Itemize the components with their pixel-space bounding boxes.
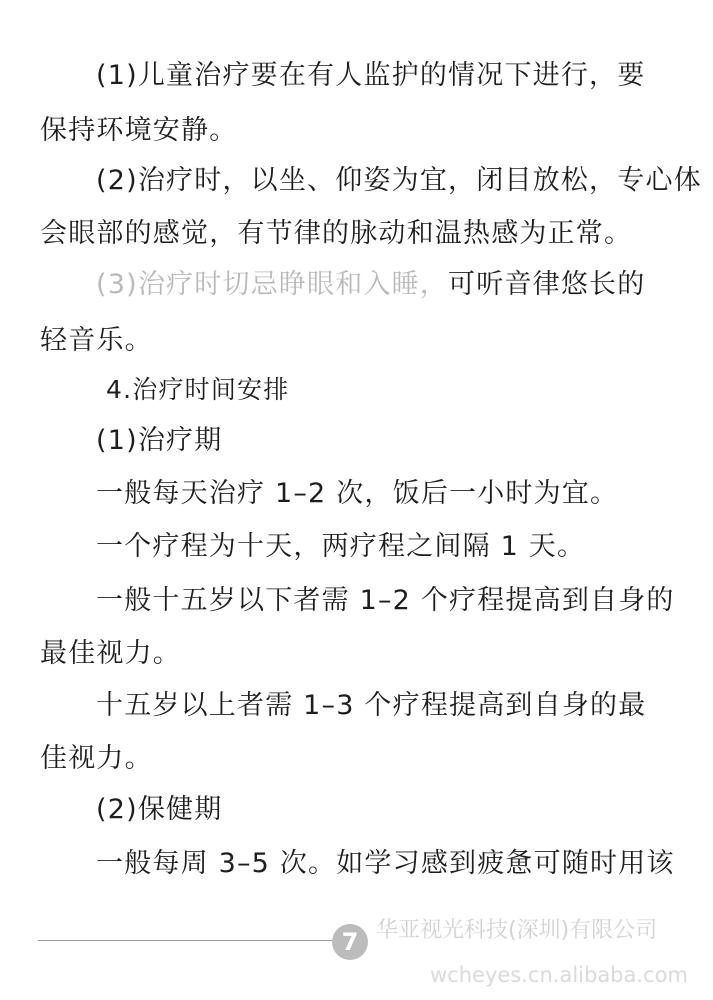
text-line: 最佳视力。 [40,638,181,669]
text-line: (1)儿童治疗要在有人监护的情况下进行，要 [96,60,646,91]
section-heading: 4.治疗时间安排 [106,375,290,404]
watermark-url: wcheyes.cn.alibaba.com [430,963,688,987]
text-line: 一般十五岁以下者需 1–2 个疗程提高到自身的 [96,585,675,616]
text-line: 一般每天治疗 1–2 次，饭后一小时为宜。 [96,478,619,509]
text-line-item-3 [96,265,645,305]
text-line: 轻音乐。 [40,325,153,356]
subsection-heading: (2)保健期 [96,794,223,825]
text-segment: 可听音律悠长的 [448,269,646,300]
text-line: (2)治疗时，以坐、仰姿为宜，闭目放松，专心体 [96,165,702,196]
footer-rule [38,940,338,941]
watermark-company: 华亚视光科技(深圳)有限公司 [376,918,658,943]
subsection-heading: (1)治疗期 [96,425,223,456]
page-number-badge: 7 [332,924,368,960]
text-line: 一个疗程为十天，两疗程之间隔 1 天。 [96,531,586,562]
text-line: 十五岁以上者需 1–3 个疗程提高到自身的最 [96,690,647,721]
text-line: 一般每周 3–5 次。如学习感到疲惫可随时用该 [96,848,675,879]
text-line: 会眼部的感觉，有节律的脉动和温热感为正常。 [40,218,633,249]
text-line: 保持环境安静。 [40,115,238,146]
text-line: 佳视力。 [40,743,153,774]
faded-text: (3)治疗时切忌睁眼和入睡， [96,269,449,300]
